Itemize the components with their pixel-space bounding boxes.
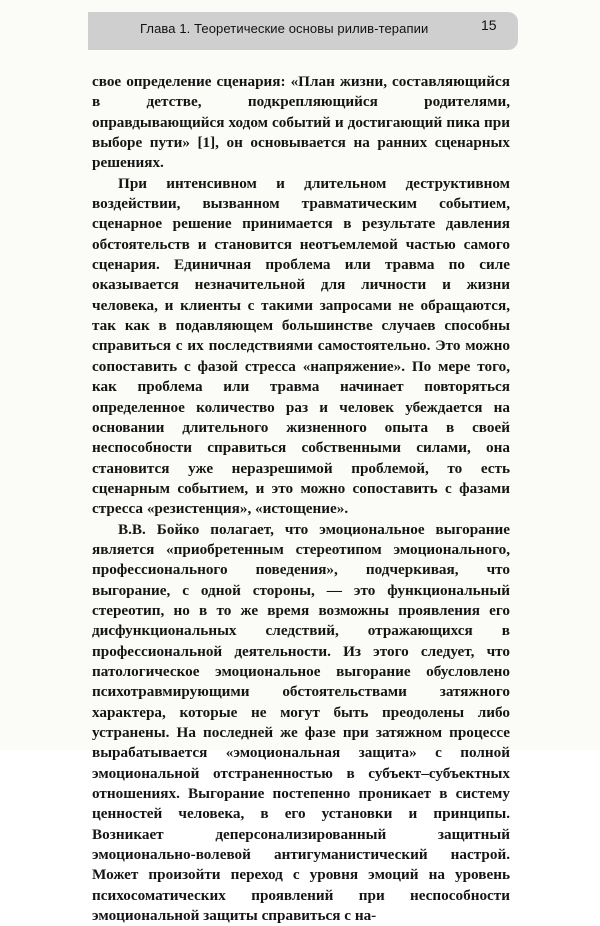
chapter-title: Глава 1. Теоретические основы рилив-терапии: [140, 21, 429, 36]
page-content: [92, 72, 510, 925]
chapter-header-bar: [88, 12, 518, 50]
page-number: 15: [481, 17, 497, 33]
paragraph-1: свое определение сценария: «План жизни, составляющийся в детстве, подкрепляющийся родителями, оправдывающийся ходом событий и достигающий пика при выборе пути» [1], он основывается на ранних сценарных решениях.: [92, 73, 510, 172]
paragraph-3: В.В. Бойко полагает, что эмоциональное выгорание является «приобретенным стереотипом эмоционального, профессионального поведения», подчеркивая, что выгорание, с одной стороны, — это функциональный стереотип, но в то же время возможны проявления его дисфункциональных следствий, отражающихся в профессиональной деятельности. Из этого следует, что патологическое эмоциональное выгорание обусловлено психотравмирующими обстоятельствами затяжного характера, которые не могут быть преодолены либо устранены. На последней же фазе при затяжном процессе вырабатывается «эмоциональная защита» с полной эмоциональной отстраненностью в субъект–субъектных отношениях. Выгорание постепенно проникает в систему ценностей человека, в его установки и принципы. Возникает деперсонализированный защитный эмоционально-волевой антигуманистический настрой. Может произойти переход с уровня эмоций на уровень психосоматических проявлений при неспособности эмоциональной защиты справиться с на-: [92, 520, 510, 925]
paragraph-2: При интенсивном и длительном деструктивном воздействии, вызванном травматическим событием, сценарное решение принимается в результате давления обстоятельств и становится неотъемлемой частью самого сценария. Единичная проблема или травма по силе оказывается незначительной для личности и жизни человека, и клиенты с такими запросами не обращаются, так как в подавляющем большинстве случаев способны справиться с их последствиями самостоятельно. Это можно сопоставить с фазой стресса «напряжение». По мере того, как проблема или травма начинает повторяться определенное количество раз и человек убеждается на основании длительного жизненного опыта в своей неспособности справиться собственными силами, она становится уже неразрешимой проблемой, то есть сценарным событием, и это можно сопоставить с фазами стресса «резистенция», «истощение».: [92, 174, 510, 518]
